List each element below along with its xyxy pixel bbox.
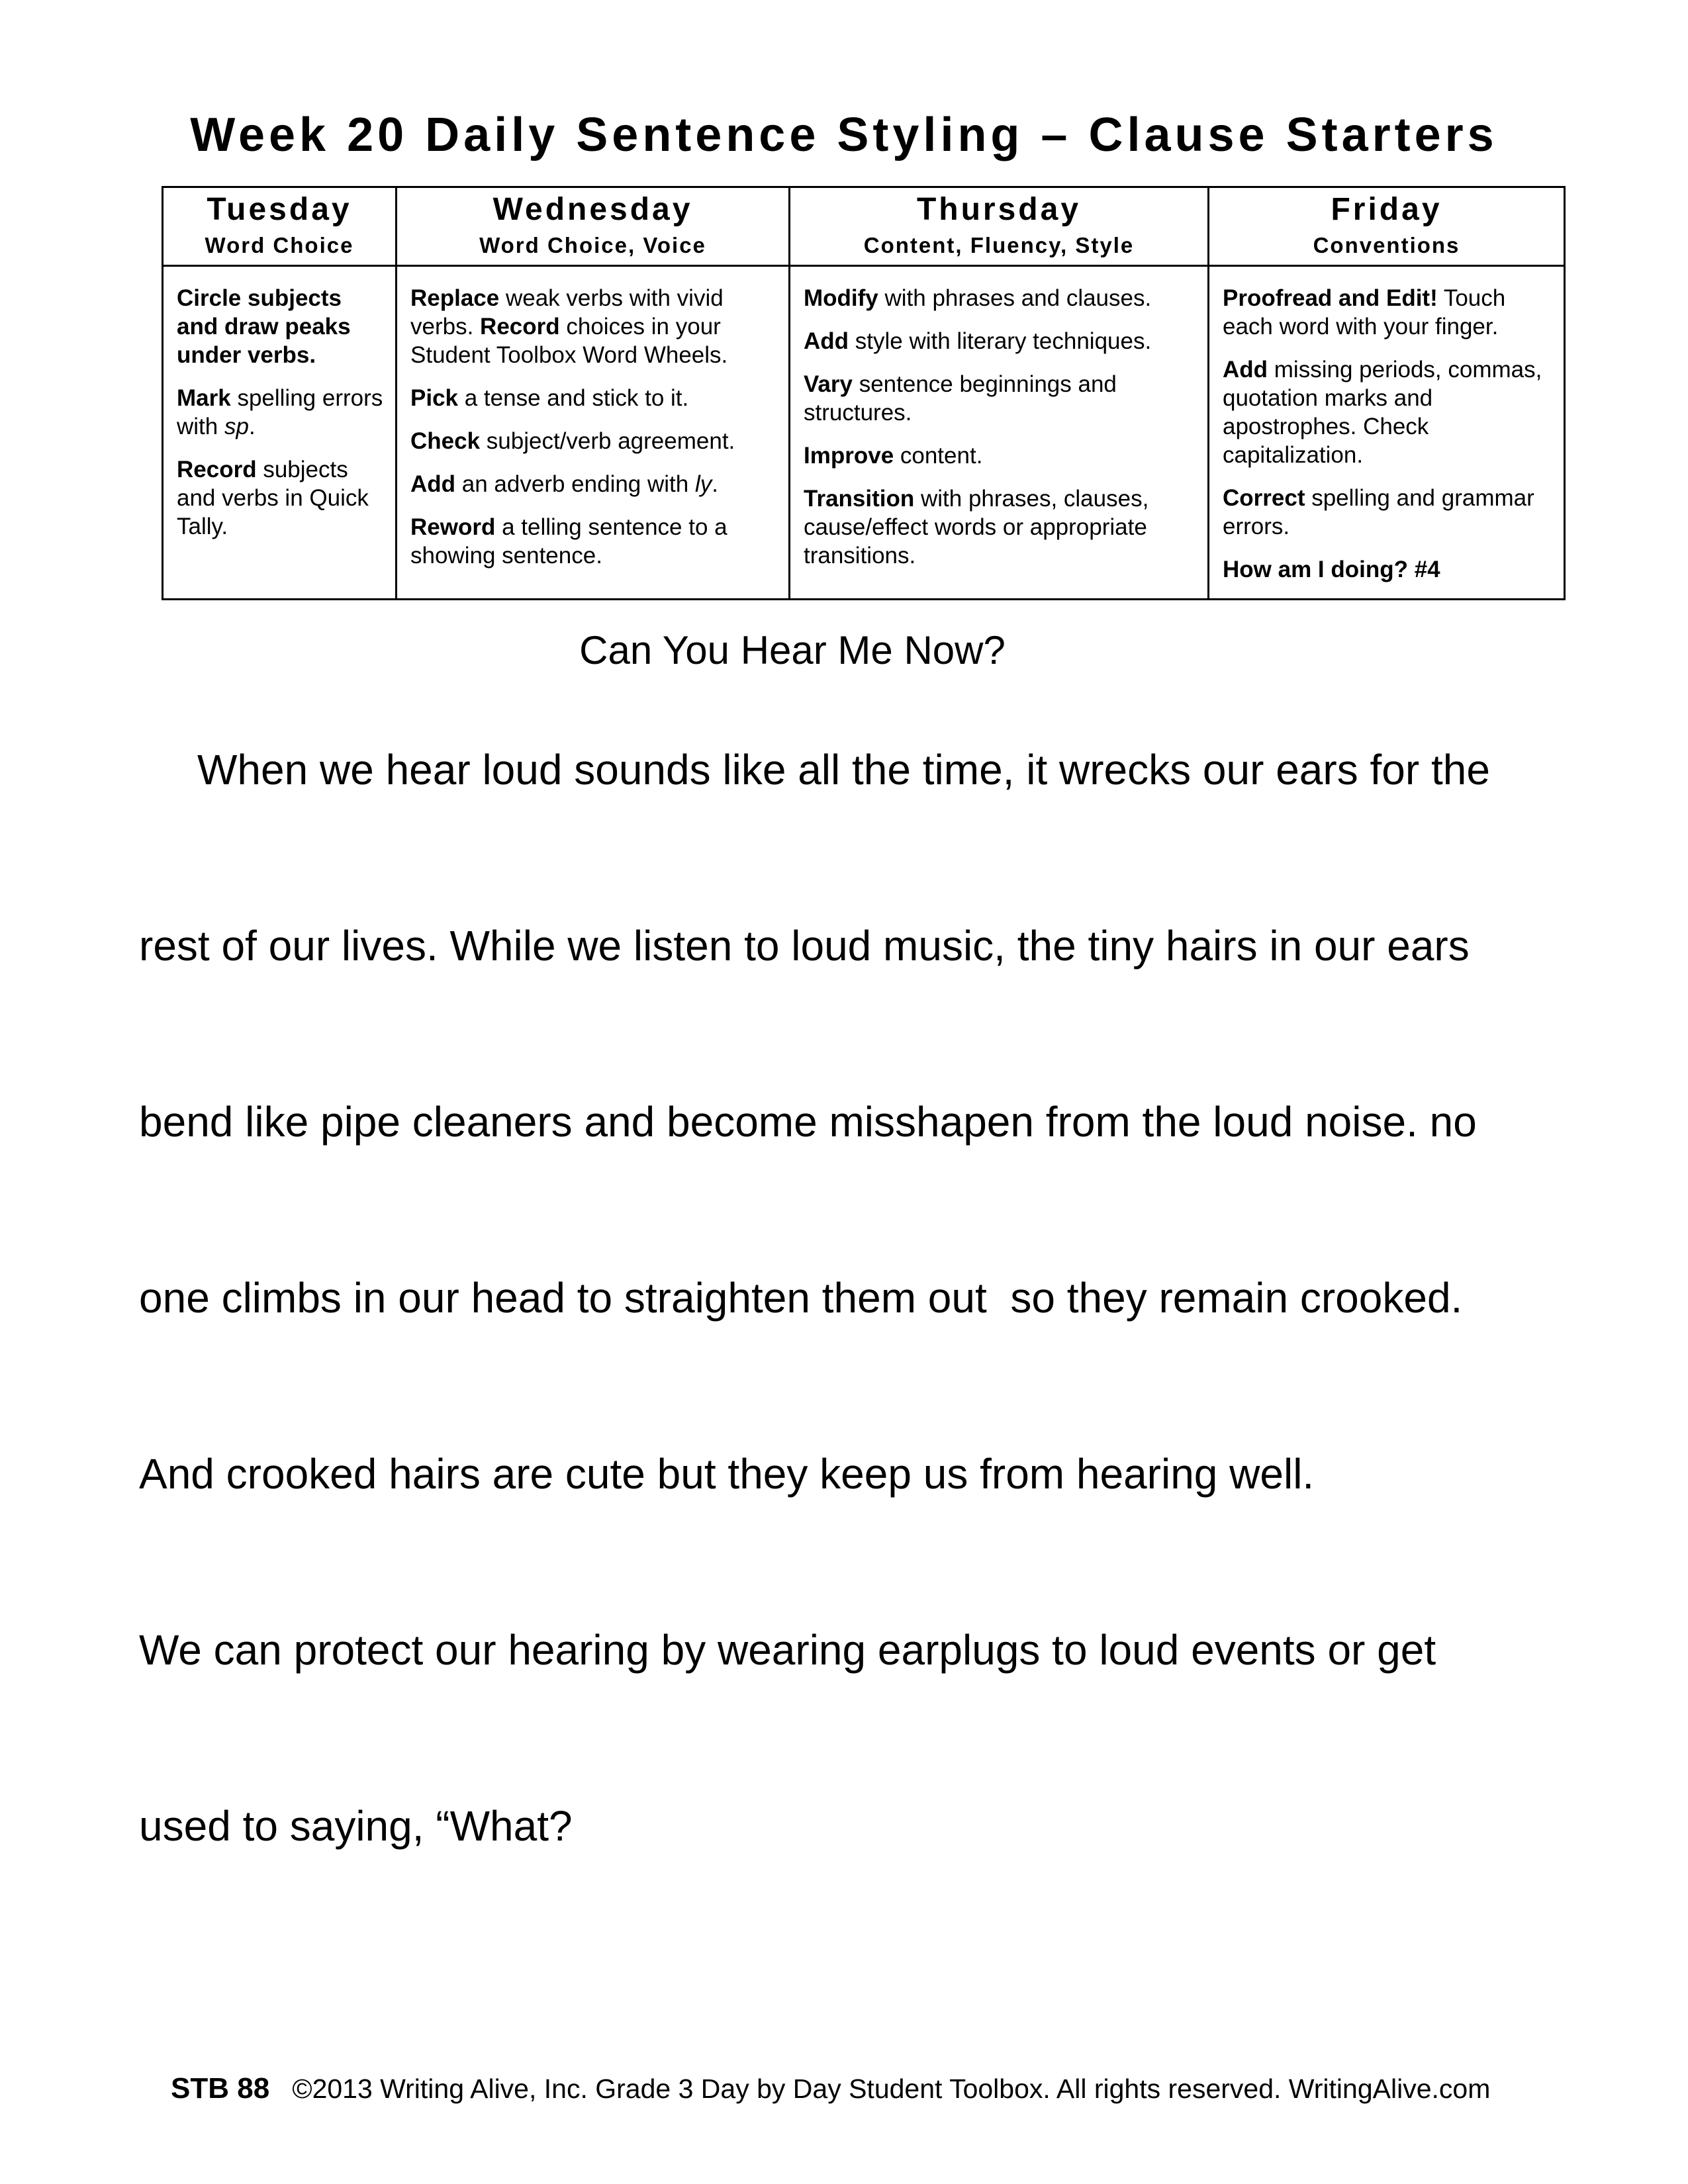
story-line: one climbs in our head to straighten them out so they remain crooked. (139, 1274, 1463, 1322)
task-text: an adverb ending with (455, 471, 695, 497)
task-text: Mark (177, 385, 231, 411)
task-text: Improve (804, 443, 894, 469)
task-text: Record (177, 457, 257, 482)
day-name: Tuesday (207, 192, 352, 228)
task-text: Add (804, 328, 849, 354)
task-text: ly (694, 471, 712, 497)
day-header-tuesday (163, 187, 397, 266)
day-header-thursday (790, 187, 1209, 266)
task-item (804, 484, 1196, 570)
task-text: Circle subjects and draw peaks under verbs. (177, 285, 351, 368)
page-title: Week 20 Daily Sentence Styling – Clause Starters (190, 109, 1498, 161)
task-text: missing periods, commas, quotation marks and apostrophes. Check capitalization. (1223, 357, 1542, 468)
task-text: Check (410, 428, 481, 454)
task-text: style with literary techniques. (849, 328, 1152, 354)
task-item (410, 284, 776, 369)
story-title: Can You Hear Me Now? (579, 628, 1006, 672)
schedule-tasks-row (163, 266, 1565, 600)
task-item (804, 370, 1196, 427)
task-item (410, 513, 776, 570)
task-text: a telling sentence to a showing sentence. (410, 514, 727, 569)
day-focus: Content, Fluency, Style (863, 232, 1135, 257)
page-footer (171, 2072, 1490, 2105)
task-text: spelling errors with (177, 385, 383, 439)
task-text: Touch each word with your finger. (1223, 285, 1506, 340)
story-line: When we hear loud sounds like all the time, it wrecks our ears for the (197, 746, 1490, 794)
task-item (804, 327, 1196, 355)
tasks-thursday (790, 266, 1209, 600)
day-name: Thursday (916, 192, 1082, 228)
task-text: sp (224, 414, 249, 439)
task-text: How am I doing? #4 (1223, 557, 1440, 582)
task-item (410, 427, 776, 455)
task-text: . (712, 471, 718, 497)
task-item (1223, 555, 1552, 584)
story-line: bend like pipe cleaners and become misshapen from the loud noise. no (139, 1098, 1477, 1146)
task-text: Reword (410, 514, 496, 540)
task-text: with phrases, clauses, cause/effect words or appropriate transitions. (804, 486, 1149, 569)
tasks-friday (1209, 266, 1565, 600)
task-text: a tense and stick to it. (458, 385, 689, 411)
task-item (1223, 284, 1552, 341)
story-line: rest of our lives. While we listen to loud music, the tiny hairs in our ears (139, 922, 1470, 970)
task-text: content. (894, 443, 983, 469)
task-item (177, 384, 383, 441)
task-text: Replace (410, 285, 500, 311)
task-text: . (248, 414, 256, 439)
task-text: Add (410, 471, 456, 497)
task-text: subject/verb agreement. (480, 428, 735, 454)
task-text: Modify (804, 285, 878, 311)
task-text: Record (480, 314, 560, 340)
tasks-tuesday (163, 266, 397, 600)
day-header-wednesday (397, 187, 790, 266)
task-item (1223, 484, 1552, 541)
task-text: spelling and grammar errors. (1223, 485, 1534, 539)
story-line: We can protect our hearing by wearing earplugs to loud events or get (139, 1626, 1436, 1674)
task-text: Pick (410, 385, 458, 411)
day-name: Friday (1331, 192, 1442, 228)
copyright-text: ©2013 Writing Alive, Inc. Grade 3 Day by Day Student Toolbox. All rights reserved. WritingAlive.com (292, 2073, 1491, 2104)
daily-schedule-table (162, 186, 1566, 600)
task-item (410, 470, 776, 498)
task-item (804, 441, 1196, 470)
task-item (177, 284, 383, 369)
task-text: sentence beginnings and structures. (804, 371, 1117, 426)
day-focus: Word Choice (205, 232, 354, 257)
task-text: Correct (1223, 485, 1305, 511)
task-item (1223, 355, 1552, 469)
task-text: weak verbs with vivid verbs. (410, 285, 724, 340)
task-text: with phrases and clauses. (878, 285, 1152, 311)
task-text: choices in your Student Toolbox Word Wheels. (410, 314, 728, 368)
schedule-header-row (163, 187, 1565, 266)
story-line: used to saying, “What? (139, 1802, 573, 1850)
day-header-friday (1209, 187, 1565, 266)
page-label: STB 88 (171, 2072, 270, 2105)
task-text: Transition (804, 486, 915, 512)
day-name: Wednesday (492, 192, 693, 228)
task-text: subjects and verbs in Quick Tally. (177, 457, 369, 539)
task-item (804, 284, 1196, 312)
task-text: Add (1223, 357, 1268, 383)
task-item (410, 384, 776, 412)
task-text: Vary (804, 371, 853, 397)
task-item (177, 455, 383, 541)
story-line: And crooked hairs are cute but they keep us from hearing well. (139, 1450, 1315, 1498)
day-focus: Conventions (1313, 232, 1460, 257)
tasks-wednesday (397, 266, 790, 600)
day-focus: Word Choice, Voice (479, 232, 706, 257)
task-text: Proofread and Edit! (1223, 285, 1438, 311)
